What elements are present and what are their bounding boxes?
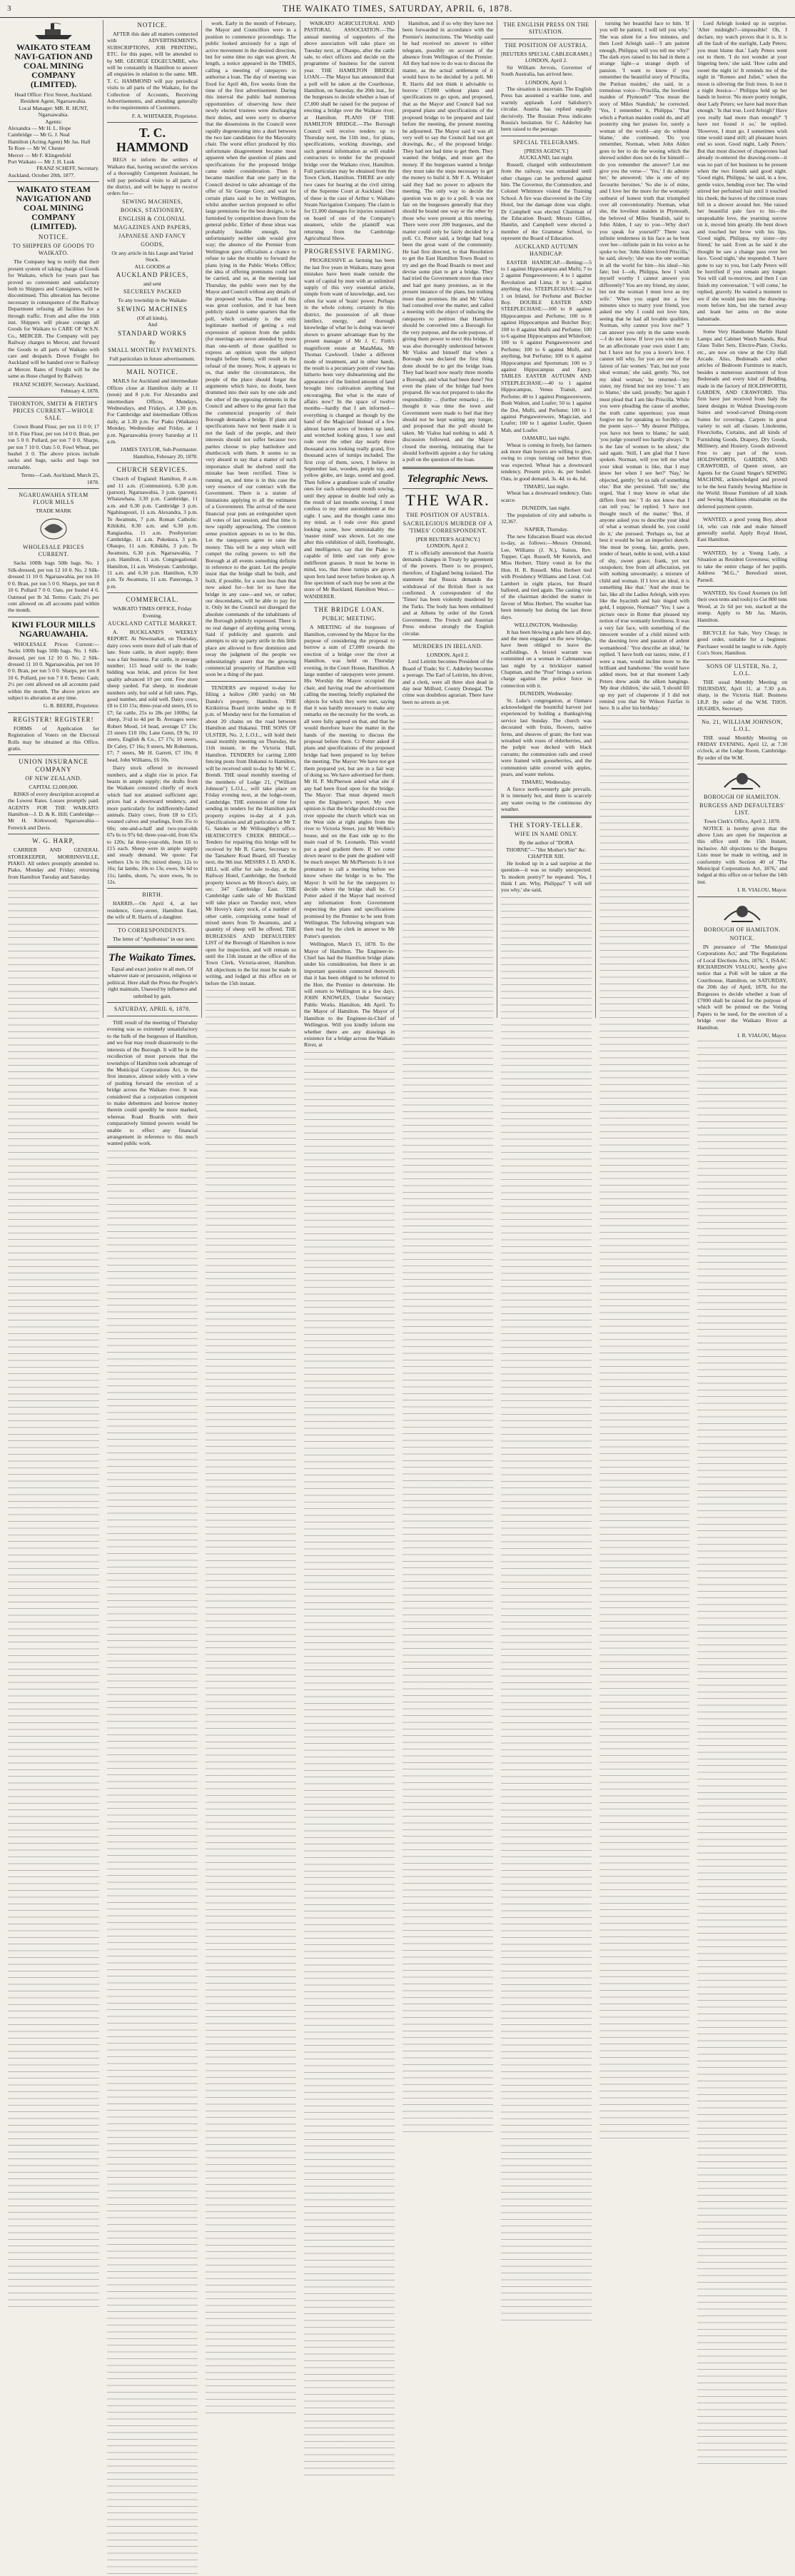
hammond-line: SECURELY PACKED: [123, 288, 181, 296]
hammond-line: STANDARD WORKS: [118, 329, 187, 337]
burgess-title: BURGESS AND DEFAULTERS' LIST.: [699, 802, 785, 817]
church-body: Church of England: Hamilton, 8 a.m. and 11 a.m. (Communion), 6.30 p.m. (parson). Ngaruawahia, 3 p.m. (parson). Whatawhata, 3.30 p.m. Cambridge, 11 a.m. and 6.30 p.m. Cambridge 3 p.m. Ngahinapouri, 11 a.m. Alexandra, 3 p.m. Te Awamutu, 7 p.m. Roman Catholic: Kihikihi, 8.30 a.m. and 6.30 p.m. Rangiaohia, 11 a.m. Presbyterian: Cambridge, 11 a.m. Pukekura, 3 p.m. Ohaupo, 11 a.m. Kihikihi, 3 p.m. Te Awamutu, 6.30 p.m. Ngaruawahia, 7 p.m. Hamilton, 11 a.m. Congregational: Hamilton, 11 a.m. Wesleyan: Cambridge, 11 a.m. and 6.30 p.m. Hamilton, 6.30 p.m. Te Awamutu, 11 a.m. Pateronga, 3 p.m.: [107, 475, 198, 590]
burgess-date: Town Clerk's Office, April 2, 1878.: [704, 818, 781, 825]
press-agency: [PER REUTER'S AGENCY.]: [415, 535, 480, 542]
reuter-tag: [REUTERS SPECIAL CABLEGRAMS.]: [501, 51, 592, 57]
prog-title: PROGRESSIVE FARMING.: [304, 248, 395, 256]
telegram-body: Wellington, March 15, 1878. To the Mayor of Hamilton. The Engineer-in-Chief has had the Hamilton bridge plans under his consideration, but there is an important question connected therewith that it has been obliged to be referred to the Hon. the Premier to determine. He will return to Wellington in a few days. JOHN KNOWLES, Under Secretary Public Works. Hamilton, 4th April. To the Mayor of Hamilton. The Mayor of Hamilton to the Engineer-in-Chief of Wellington. Will you kindly inform me whether there are any drawings in existence for a bridge across the Waikato River, at: [304, 941, 395, 1049]
hammond-line: BOOKS, STATIONERY,: [120, 206, 185, 213]
london-3: LONDON, April 3.: [525, 79, 568, 86]
notice2-title: NOTICE.: [729, 934, 755, 941]
lodge-body: THE usual Monthly Meeting on FRIDAY EVENING, April 12, at 7.30 o'clock, at the Lodge Room, Cambridge. By order of the W.M.: [697, 734, 787, 761]
london-3-body: The situation is uncertain. The English Press has assumed a warlike tone, and warmly applauds Lord Salisbury's circular. Austria has replied equally decisively. The Russian Press indicates Russia's hesitation. Sir C. Adderley has been raised to the peerage.: [501, 86, 592, 133]
co2-notice: NOTICE.: [38, 233, 69, 241]
co1-office: Head Office: First Street, Auckland.: [14, 91, 93, 98]
murder-body: Lord Leitrim becomes President of the Board of Trade; Sir C. Adderley becomes a peerage. The Earl of Leitrim, his driver, and a clerk, were all three shot dead in day near Milford, County Donegal. The crime was doubtless agrarian. There have been no arrests as yet.: [402, 658, 493, 705]
notice-title: NOTICE.: [137, 21, 168, 29]
columns: [4, 20, 791, 1147]
war-title: THE WAR.: [405, 490, 490, 509]
hammond-line: SEWING MACHINES,: [122, 198, 183, 205]
commercial-sub: WAIKATO TIMES OFFICE, Friday Evening.: [113, 605, 192, 619]
mail-title: MAIL NOTICE.: [126, 368, 178, 376]
bridge-sub: PUBLIC MEETING.: [322, 615, 377, 622]
notice2-body: IN pursuance of 'The Municipal Corporations Act,' and 'The Regulations of Local Elections Acts, 1876,' I, ISAAC RICHARDSON VIALOU, hereby give notice that a Poll will be taken at the Courthouse, Hamilton, on SATURDAY, the 20th day of April, 1878, for the Burgesses to decide whether a loan of £7000 shall be raised for the purpose of which will be printed on the Voting Papers to be used, for the erection of a bridge over the Waikato River at Hamilton.: [697, 943, 787, 1031]
co1-title: WAIKATO STEAM NAVI-GATION AND COAL MINING COMPANY (LIMITED).: [14, 42, 93, 89]
union-capital: CAPITAL £2,000,000.: [29, 784, 79, 791]
wellington-body: It has been blowing a gale here all day, and the men engaged on the new bridge, have been obliged to leave the scaffoldings. A bristol warrant was committed on a woman in Cabmanstead last night by a bricklayer named Chapman, and the "Post" brings a serious charge against the police force in connection with it.: [501, 628, 592, 689]
london-2: LONDON, April 2.: [525, 57, 568, 64]
timaru-dateline: TIMARU, last night.: [523, 483, 569, 490]
hammond-line: and sent: [143, 280, 162, 287]
press-title: THE ENGLISH PRESS ON THE SITUATION.: [503, 21, 589, 35]
co1-line: Cambridge — Mr G. J. Neal: [8, 131, 70, 138]
special-title: SPECIAL TELEGRAMS.: [512, 138, 579, 146]
register-title: REGISTER! REGISTER!: [13, 715, 94, 723]
hammond-line: By: [149, 338, 156, 345]
co1-line: Agents:: [45, 118, 62, 125]
bridge-body: A MEETING of the burgesses of Hamilton, convened by the Mayor for the purpose of considering the proposal to borrow a sum of £7,000 towards the erection of a bridge over the river at Hamilton, was held on Thursday evening, in the Court House, Hamilton. A large number of ratepayers were present. His Worship the Mayor occupied the chair, and having read the advertisement calling the meeting, briefly explained the objects for which they were met, saying that it was hardly necessary to make any remarks on the necessity for the work, as all were fully agreed on that, and that he would therefore leave the matter in the hands of the meeting to discuss the proposal before them. Cr Potter asked if plans and specifications of the proposed bridge had been prepared to lay before the meeting. The Mayor: We have not got them prepared yet, but are in a fair way of doing so. We have advertised for them. Mr H. P. McPherson asked what site if any had been fixed upon for the bridge. The Mayor: That must depend much upon the Engineer's report. My own opinion is that the bridge should cross the river opposite the church which was on the West side at right angles from the river to Victoria Street, just Mr Welbie's house, and on the East side up to the main road of St. Leonards. This would put a good gradient there. If we come down nearer to the punt the gradient will be much steeper. Mr McPherson: Is it not premature to call a meeting before we know where the bridge is to be. The Mayor: It will be for the ratepayers to decide where the bridge shall be. Cr Potter asked if the Mayor had received any information from Government respecting the plans and specifications promised by the Premier to be sent from Wellington. The following telegram was then read by the clerk in answer to Mr Potter's question.: [304, 624, 395, 939]
borough2-title: BOROUGH OF HAMILTON.: [704, 926, 781, 933]
date-line: SATURDAY, APRIL 6, 1878.: [113, 1006, 191, 1013]
union-body: RISKS of every description accepted at the Lowest Rates. Losses promptly paid. AGENTS FOR THE WAIKATO: Hamilton—J. D. & K. Hill; Cambridge—Mr H. Kirkwood; Ngaruawahia—Fenwick and Davis.: [8, 790, 99, 831]
column-8: [693, 20, 791, 1039]
column-6: [497, 20, 595, 1018]
oamaru-dateline: OAMARU, last night.: [522, 435, 571, 442]
bridge-continued: Hamilton, and if so why they have not been forwarded in accordance with the Premier's instructions. The Worship said he had received no answer to either telegram, possibly on account of the absence from Wellington of the Premier. All they had now to do was to discuss the matter, as the actual settlement of it would have to be decided by a poll. Mr R. Harris did not think it advisable to borrow £7,000 without plans and specifications to go upon, and proposed, that as the Mayor and Council had not prepared plans and specifications of the proposed bridge to be prepared and laid before the meeting, the present meeting be adjourned. The Mayor said it was all very well to say the Council had not got drawings, &c., of the proposed bridge. They had not had time to get them. They wanted the bridge, and must get the money. If the burgesses wanted a bridge they must take the steps necessary to get the money to build it. Mr F. A. Whitaker said they had no power to adjourn the meeting. The only way to decide the question was to go to a poll. It was not fair on the burgesses generally that they should be bound one way or the other by those who were present at this meeting. There were over 200 burgesses, and the matter could only be fairly decided by a poll. Cr. Potter said, a bridge had long been the great want of the community. He had first directed, to that Resolution to get the East Hamilton Town Board to try and get the Road Boards to meet and devise some plan to get a bridge. They had tried the Government more than once and had got many promises, as in the present instance of the plans, but nothing more than promises. He and Mr Vialou had consulted over the matter, and called a meeting with the object of inducing the ratepayers to petition that Hamilton should be converted into a Borough for the very purpose, and the sole purpose, of giving them power to erect this bridge. It was also thoroughly understood between Mr Vialou and himself that when a Borough was declared the first thing done should be to get the bridge loan. They had heard now nearly three months a Borough, and what had been done? Not even the plans of the bridge had been prepared. He was not prepared to take the responsibility ... (further remarks) ... He thought it was time the town and Government were made to feel that they should not be kept waiting any longer, and proposed that the poll should be taken. Mr Vialou had nothing to add. A discussion followed, and the Mayor closed the meeting, intimating that he should forthwith appoint a day for taking a poll on the question of the loan.: [402, 20, 493, 463]
co2-title: WAIKATO STEAM NAVIGATION AND COAL MINING COMPANY (LIMITED).: [16, 184, 91, 232]
hammond-line: SEWING MACHINES: [116, 305, 188, 313]
corr-body: The letter of "Apollonius" in our next.: [113, 935, 196, 942]
co2-shippers: TO SHIPPERS OF GOODS TO WAIKATO.: [12, 243, 95, 257]
corr-title: TO CORRESPONDENTS.: [118, 926, 187, 934]
autumn-title: AUCKLAND AUTUMN HANDICAP.: [514, 243, 579, 257]
kiwi-body: WHOLESALE Prices Current:— Sacks 100lb bags 50lb bags. No. 1 Silk-dressed, per ton 12 10 0. No. 2 Silk-dressed 11 10 0. Ngaruawahia, per ton 10 0 0. Bran, per ton 5 0 0. Sharps, per ton 8 10 6. Pollard, per ton 7 0 0. Terms: Cash; 2½ per cent allowed on all accounts paid within the month. The above prices are subject to alteration at any time.: [8, 640, 99, 701]
masthead-title: THE WAIKATO TIMES, SATURDAY, APRIL 6, 1878.: [282, 4, 513, 14]
dunedin-2-body: St. Luke's congregation, at Oamaru acknowledged the bountiful harvest just experienced by holding a thanksgiving service last Sunday. The church was decorated with fruits, flowers, native ferns, and sheaves of grain; the font was wreathed with roses of elderberries, and the pulpit was decked with black currants; the communion rails and creed were framed with gooseberries, and the communion table covered with apples, pears, and water melons.: [501, 697, 592, 778]
mail-sign: JAMES TAYLOR, Sub-Postmaster. Hamilton, February 20, 1878.: [120, 446, 198, 460]
editorial-body: THE result of the meeting of Thursday evening was so extremely unsatisfactory to the bulk of the burgesses of Hamilton, and we fear may result disastrously to the interests of the Borough. It will be in the recollection of most persons that the townships of Hamilton took advantage of the Municipal Corporations Act, in the first instance, almost solely with a view of pushing forward the erection of a bridge across the Waikato river. It was considered that a corporation competent to make debentures and borrow money therein could speedily be more marked, whereas Road Boards with their comparatively limited powers would be unable to effect any financial arrangement in reference to this much wanted public work.: [107, 1019, 198, 1147]
co1-line: Mercer — Mr F. Klingenfeld: [8, 151, 71, 158]
dairy-body: Dairy stock offered in increased numbers, and a slight rise in price. Fat beasts in ample supply; the drafts from the Waikato consisted chiefly of stock which had not attained sufficient age; prices had a downward tendency, and more particularly for indifferently-fatted animals. Dairy cows, from £8 to £15; weaned calves and yearlings, from 35s to 60s; one-and-a-half and two-year-olds 67s 6s to 97s 6d; three-year-old, from 65s to 120s; fat three-year-olds, from £6 to £15 each. Sheep were in ample supply and steady demand. We quote: Fat wethers 13s to 18s; mixed sheep, 12s to 16s; fat lambs, 10s to 13s; ewes, 9s 6d to 11s; lambs, shorn, 7s; store ewes, 9s to 12s.: [107, 764, 198, 885]
co1-line: Hamilton (Acting Agent) Mr Jas. Hall: [8, 138, 91, 145]
hammond-line: (Of all kinds),: [137, 314, 168, 321]
lodge-title: No. 21, WILLIAM JOHNSON, L.O.L.: [702, 718, 783, 732]
union-sub: OF NEW ZEALAND.: [25, 775, 82, 782]
harp-title: W. G. HARP,: [32, 837, 75, 845]
story-continued: turning her beautiful face to him. 'If you will be patient, I will tell you why.' She was silent for a few minutes, and then Lord Arleigh said—'I am patient enough, Philippa; will you tell me why?' The dark eyes raised to his had in them a strange light—a strange depth of passion. 'I want to know if you remember the beautiful story of Priscilla, the Puritan maiden,' she said, in a tremulous voice—'Priscilla, the loveliest maiden of Plymouth?' 'You mean the story of Miles Standish,' he corrected. 'Yes, I remember it, Philippa.' 'That which a Puritan maiden could do, and all posterity sing her praises for, surely a woman of the world—any do without blame,' she continued. 'Do you remember, Norman, when John Alden goes to her to do the wooing which the shrewd soldier does not do for himself—do you remember the answer? Let me give you the verse—' 'Yes,' I do admire her,' he answered; 'she is one of my favourite heroines.' 'So she is of mine, and I love her the more for the womanly outburst of honest truth that triumphed over all conventionality. Norman, what she, the loveliest maiden in Plymouth, the beloved of Miles Standish, said to John Alden, I say to you—Why don't you speak for yourself?' There was infinite tenderness in his face as he bent over her—infinite pain in his voice as he spoke to her. 'John Alden loved Priscilla,' he said, slowly; 'she was the one woman in all the world for him—his ideal—his fate; but I—oh, Philippa, how I wish myself worthy I cannot answer you differently? You are my friend, my sister, but not the woman I must love as my wife.' 'When you urged me a few minutes since to marry your friend, you asked me why I could not love him, seeing that he had all lovable qualities. Norman, why cannot you love me?' 'I can answer you only in the same words—I do not know. If love you wish me to be an affectionate your own sister I am; but I have not for you a lover's love. I cannot tell why, for you are one of the fairest of fair women.' 'Fair, but not your ideal woman,' she said, gently. 'No, not my ideal woman,' he returned—'my sister, my friend but not my love.' 'I am to blame,' she said, proudly; 'but again I must plead that I am like Priscilla. While you were pleading the cause of another, the truth came uppermost; you must forgive me for speaking so forcibly—as the poem says—' 'My dearest Philippa, you have not been to blame,' he said; 'you judge yourself too hardly always.' 'It is the fate of women to be silent,' she said again. 'Still, I am glad that I have spoken. Norman, will you tell me what your ideal woman is like, that I may know her when I see her?' 'Nay,' he objected, gently; 'let us talk of something else.' But she persisted. 'Tell me,' she urged, 'that I may know in what she differs from me.' 'I do not know that I can tell you,' he replied. 'I have not thought much of the matter.' 'But, if anyone asked you to describe your ideal of what a woman should be, you could do it,' she pursued. 'Perhaps so, but at best it would be but an imperfect sketch. She must be young, fair, gentle, pure, tender of heart, noble in soul, with a kind of shy, sweet grace; frank, yet not outspoken; free from all affectation, yet with nothing unwomanly; a mixture of child and woman. If I love an ideal, it is something like that.' 'And she must be fair, like all the Ladies Arleigh, with eyes like the hyacinth and hair tinged with gold, I suppose, Norman?' 'Yes; I saw a picture once in Rome that pleased my notion of true womanly loveliness. It was a very fair face, with something of the innocent wonder of a child mixed with the dawning love and passion of ardent womanhood.' 'You describe an ideal,' he replied. 'I have both our tastes; mine, if I were a man, would incline more to the brilliant and handsome.' She would have added more, but at that moment Lady Peters drew aside the silken hangings. 'My dear children,' she said, 'I should fill up my part of chaperone if I did not remind you that Sir Wilson Fairfax is here. It is after his birthday.': [599, 20, 689, 712]
thornton-title: THORNTON, SMITH & FIRTH'S PRICES CURRENT—WHOLE SALE.: [9, 400, 98, 422]
bicycle-ad: BICYCLE for Sale, Very Cheap; in good order, suitable for a beginner. Purchaser would be taught to ride. Apply Cox's Store, Hamilton.: [697, 629, 787, 657]
column-5: [398, 20, 497, 1018]
hammond-line: AUCKLAND PRICES,: [116, 271, 189, 278]
thornton-sign: Terms—Cash. Auckland, March 25, 1878.: [21, 472, 99, 485]
austria-title: THE POSITION OF AUSTRIA.: [505, 42, 588, 49]
thornton-body: Crown Brand Flour, per ton 11 0 0; 17 10 0. Fine Flour, per ton 14 0 0. Bran, per ton 5 0 0. Pollard, per ton 7 0 0. Sharps, per ton 7 10 0. Oats 5 0. Fowl Wheat, per bushel 3 0. The above prices include sacks and bags, sacks and bags not returnable.: [8, 423, 99, 470]
hammond-line: Full particulars in future advertisement.: [109, 355, 196, 362]
co1-line: Port Waikato — Mr J. H. Lusk: [8, 158, 75, 166]
hammond-line: Or any article in his Large and Varied Stock.: [111, 249, 193, 263]
story-body: He looked up in a sad surprise at the question—it was so totally unexpected. 'Is modern poetry?' he repeated. 'Yes, I think I am. Why, Philippa?' 'I will tell you why,' she said,: [501, 859, 592, 894]
trade-mark-emblem-icon: [29, 516, 79, 542]
timaru-body: Wheat has a downward tendency. Oats scarce.: [501, 490, 592, 503]
church-title: CHURCH SERVICES.: [116, 466, 188, 474]
war-sub: THE POSITION OF AUSTRIA.: [406, 511, 490, 518]
co1-line: Auckland, October 20th, 1877.: [8, 171, 76, 178]
birth-title: BIRTH.: [142, 892, 163, 899]
napier-body: The new Education Board was elected to-day, as follows:—Messrs Ormond, Lee, Williams (J. N.), Sutton, Rev. Tupper, Capt. Russell, Mr Kenrick, and Miss Herbert. Thirty voted in for the Hon. H. R. Russell. Miss Herbert tied with Presidency Williams and Lieut. Col. Lambert in eight places, but Board balloted, and tied again. The casting vote of the chairman decided the matter in favour of Miss Herbert. The weather has been intensely hot during the last three days.: [501, 532, 592, 620]
timaru-2-body: A fierce north-westerly gale prevails. It is intensely hot, and there is scarcely any water owing to the continuous dry weather.: [501, 785, 592, 813]
trade-mark-label: TRADE MARK: [36, 507, 71, 515]
hammond-line: To any township in the Waikato: [118, 297, 187, 304]
oamaru-body: Wheat is coming in freely, but farmers ask more than buyers are willing to give, owing to crops turning out better than was expected. Wheat has a downward tendency. Present price, 4s. per bushel. Oats, in good demand, 3s. 4d. to 4s. 6d.: [501, 441, 592, 482]
notice-body: AFTER this date all matters connected with ADVERTISEMENTS, SUBSCRIPTIONS, JOB PRINTING, ETC. for this paper, will be attended to by MR. GEORGE EDGECUMBE, who will be constantly in Hamilton to answer all enquiries in relation to the same. MR. T. C. HAMMOND will pay periodical visits to all parts of the Waikato, for the Collection of Accounts, Receiving Advertisements, and attending generally to the requirements of Customers.: [107, 31, 198, 111]
editorial-continued: work. Early in the month of February, the Mayor and Councillors were in a position to commence proceedings. The public looked anxiously for a sign of active movement in the desired direction, but for some time no sign was given. At length, a notice appeared in the TIMES, calling a meeting of ratepayers to authorise a loan. The day of meeting was fixed for April 4th, five weeks from the time of the first advertisement. During this interval the public had numerous opportunities of observing how their newly elected trustees were discharging their duties, and were sorry to observe that the dissensions in the Council were rapidly degenerating into a duel between the two late candidates for the Mayoralty chair. The worst effect produced by this unfortunate disagreement became most apparent when the question of plans and specifications for the proposed bridge came under consideration. Then it became manifest that one party in the Council desired to take advantage of the offer of Sir George Grey, and wait for certain plans said to be in Wellington, whilst another section proposed to offer large premiums for the best designs, to be furnished by competition drawn from the general public. Either of these ideas was probably feasible enough, but unfortunately neither side would give way; the absence of the Premier from Wellington gave officialism a chance to refuse to take the trouble to forward the plans lying in the Public Works Office; the idea of offering premiums could not be carried, and so, at the meeting last Thursday, the public were met by the Mayor and Council without any details of the proposed works. The result of this was great confusion, and it has been publicly stated in some quarters that the poll, which certainly is the only legitimate method of getting a real expression of opinion from the public (for meetings are never attended by more than one-tenth of those qualified to express an opinion upon the subject brought before them), will result in the refusal of the money. Now, it appears to us, that under the circumstances, the people of the place should forget the arguments which have, no doubt, been drummed into their ears by one side and the other of the opposing elements in the Council and adhere to the great fact that the commercial prosperity of their Borough demands a bridge. If plans and specifications have not been made it is not the fault of the people, and their interests should not suffer because two parties choose to play battledore and shuttlecock with them. It seems to us very absurd to say that a matter of such importance shall be shelved until the mistake has been rectified. Time is running on, and time is in this case the very essence of our contract with the Government. There is a statute of limitations applying to all the estimates of a Government. The arrival of the next financial year puts an extinguisher upon all votes of last session, and that time is now rapidly approaching. The common sense position appears to us to be this. Let the ratepayers agree to raise the money. This will be a step which will compel the ruling powers to tell the Borough at all events something definite in reference to the grant. Let the people insist that the bridge shall be built, and built, if possible, for a sum less than that now asked for—but let us have the bridge in any case—and we, or rather, our descendants, will be able to pay for it. Only let the Council not disregard the absolute commands of the inhabitants of the Borough publicly expressed. There is no real danger of anything going wrong. Said if publicity and quarrels and attempts to stir up party strife in this little place are allowed to flow dominion and sway the judgment of the people we unhesitatingly assert that the growing commercial prosperity of Hamilton will soon be a thing of the past.: [206, 20, 296, 678]
newspaper-page: [0, 0, 795, 1147]
murder-title: MURDERS IN IRELAND.: [412, 642, 483, 650]
column-1: [4, 20, 103, 1018]
paper-motto: Equal and exact justice to all men, Of whatever state or persuasion, religious or political. Here shall the Press the People's right maintain, Unawed by influence and unbribed by gain.: [107, 966, 198, 999]
chapter-label: CHAPTER XIII.: [527, 853, 565, 860]
notice-sign: F. A. WHITAKER, Proprietor.: [131, 112, 198, 119]
steamship-icon: [32, 22, 75, 41]
story-sub: WIFE IN NAME ONLY.: [515, 831, 578, 838]
commercial-title: COMMERCIAL.: [126, 596, 179, 604]
wellington-dateline: WELLINGTON, Wednesday.: [514, 622, 579, 629]
london-2-body: Sir William Jervois, Governor of South Australia, has arrived here.: [501, 64, 592, 78]
murder-date: LONDON, April 2.: [426, 651, 470, 658]
furniture-ad: Some Very Handsome Marble Hand Lamps and Cabinet Watch Stands, Real Glass Toilet Sets, Electro-Plate, Clocks, etc., are now on view at the City Hall Arcade. Also, Bedsteads and other articles of Bedroom Furniture to match, besides a numerous assortment of Iron Bedsteads and every kind of Bedding, made in the factory of HOLDSWORTH, GARDEN, AND CRAWFORD. This firm have just received from Italy the latest designs in Walnut Drawing-room Suites and wood-carved Dining-room Suites for coverings. Carpets in great variety to suit all classes. Linoleums, Floorcloths, Curtains, and all kinds of Furnishing Goods, Drapery, Dry Goods, Millinery, and Hosiery. Goods delivered Free to any part of the town. HOLDSWORTH, GARDEN, AND CRAWFORD, of Queen street, are Agents for the Grand Singer's SEWING MACHINE, acknowledged and proved to be the best Family Sewing Machine in the World. House Furniture of all kinds and Sewing Machines obtainable on the deferred payment system.: [697, 328, 787, 510]
local-items: TENDERS are required to-day for filling a hollow (300 yards) on Mr Dando's property, Hamilton. THE Kirikiriroa Board invite tender up to 8 p.m. of Monday next for the formation of about 20 chains on the road between Hamilton and Hukanui. THE SONS OF ULSTER, No. 2, L.O.L., will hold their usual monthly meeting on Thursday, the 11th instant, in the Victoria Hall, Hamilton. TENDERS for carting 2,000 fencing posts from Hukanui to Hamilton, will be received until to-day by Mr W. C. Brendt. THE usual monthly meeting of the members of Lodge 21, ("William Johnson") L.O.L., will take place on Friday evening next, at the lodge-room, Cambridge. THE extension of time for sending in tenders for the Hamilton park property expires to-day at 4 p.m. Specifications and all particulars at Mr T. G. Sandes or Mr Willoughby's office. HEATHCOTE'S CREEK BRIDGE.—Tenders for repairing this bridge will be received by Mr R. Carter, Secretary to the Tamahere Road Board, till Tuesday next, the 9th inst. MESSRS J. D. AND K. HILL will offer for sale to-day, at the Railway Hotel, Cambridge, the freehold property known as Mr Hovey's dairy, on sec. 347 Cambridge East. THE Cambridge cattle sale of Mr Buckland will take place on Tuesday next, when Mr Hovey's dairy stock, of a number of other cattle, comprising some head of mixed steers from Te Awamutu, and a quantity of sheep will be offered. THE BURGESSES AND DEFAULTERS' LIST of the Borough of Hamilton is now open for inspection, and will remain so until the 15th instant at the office of the Town Clerk, Victoria-street, Hamilton. All objections to the list must be made in writing, and lodged at this office on or before the 15th instant.: [206, 684, 296, 986]
story-title: THE STORY-TELLER.: [509, 822, 584, 829]
dunedin-dateline: DUNEDIN, last night.: [522, 505, 571, 512]
borough-crest-icon: [717, 900, 767, 924]
prog-body: PROGRESSIVE as farming has been the last five years in Waikato, many great mistakes have been made outside the want of capital by men with an unlimited supply of this very essential article, simple from want of knowledge, and, too often for want of 'brain' power. Perhaps in the whole colony, certainly in this district, the possession of all those intellect, energy, and thorough knowledge of what he is doing was never shown to greater advantage than by the present manager of Mr J. C. Firth's magnificent estate at MataMata, Mr Thomas Cawkwell. Under a different mode of treatment, and in other hands, the result is a pecuniary point of view has hitherto been very disheartening and the appearance of the limited amount of land brought into cultivation anything but encouraging. But what is the state of affairs now? In the space of twelve months—hardly that I am informed—everything is changed as though by the hand of the Magician! Instead of a few almost barren acres of broken up land, and wretched looking grass, I saw and rode over the other day nearly three thousand acres looking really grand, five thousand acres of turnips included. The first crop of them, sown, I believe in September last, wooden, purple top, and yellow globe, are large, sound and good. Then follow a grandiose scale of smaller ones for each subsequent month sowing, until they appear in double leaf only as the result of last months sowing. I must confess to my utter astonishment at the sight. I saw, and the thought came into my mind, as I rode over this grand looking scene, how unmistakably the 'master mind' was shown. Let no one after this exhibition of skill, forethought, and intelligence, say that the Piako is capable of little and can only grow indifferent grasses. It must be borne in mind, too, that these turnips are grown upon fern land never before broken up. A fine specimen of such may be seen at the store of Mr Buckland, Hamilton West.—WANDERER.: [304, 257, 395, 600]
war-sub2: SACRILEGIOUS MURDER OF A 'TIMES' CORRESPONDENT.: [402, 520, 493, 534]
wholesale-title: WHOLESALE PRICES CURRENT.: [23, 544, 84, 558]
london-dateline: LONDON, April 2.: [426, 542, 470, 550]
auckland-body: Russell, charged with embezzlement from the railway, was remanded until other charges can be preferred against him. The Governor, the Commodore, and Colonel Whitmore visited the Training School. A fire was discovered in the City Hotel, but the damage done was slight. Dr Campbell was elected Chairman of the Education Board; Messrs Gillies, Hamlin, and Campbell were elected a member of the Grammar School, to represent the Board of Education.: [501, 161, 592, 242]
borough-title: BOROUGH OF HAMILTON.: [704, 794, 781, 801]
hammond-line: ENGLISH & COLONIAL: [118, 215, 186, 222]
co2-body: The Company beg to notify that their present system of taking charge of Goods for Waikato, which for years past has proved so convenient and satisfactory both to Shippers and Consignees, will be discontinued. This alteration has become necessary in consequence of the Railway Department refusing all facilities for a through traffic. From and after the 16th inst. Shippers will please consign all Goods for Waikato to CARE OF W.S.N. Co., MERCER. The Company will pay Railway charges to Mercer, and forward the Goods to all parts of Waikato with care and despatch. Down Freight for Auckland will be handed over to Railway at Mercer. Rates of Freight will be the same as those charged by Railway.: [8, 258, 99, 380]
local-news: WAIKATO AGRICULTURAL AND PASTORAL ASSOCIATION.—The annual meeting of supporters of the above association will take place on Tuesday next, at Ohaupo, after the cattle sale, to elect officers and decide on the programme of business for the current year. THE HAMILTON BRIDGE LOAN.—The Mayor has announced that a poll will be taken at the Courthouse, Hamilton, on Saturday, the 20th inst., for the burgesses to decide whether a loan of £7,000 shall be raised for the purpose of erecting a bridge over the Waikato river, at Hamilton. PLANS OF THE HAMILTON BRIDGE.—The Borough Council will receive tenders up to Thursday next, the 11th inst., for plans, specifications, working drawings, and such general information as will enable contractors to tender for the proposed bridge over the Waikato river, Hamilton. Full particulars may be obtained from the Town Clerk, Hamilton. THERE are only two cases for hearing at the civil sitting of the Supreme Court at Auckland. One of these is the case of Arthur v. Waikato Steam Navigation Company. The claim is for £1,000 damages for injuries sustained on board of one of the Company's steamers, while the plaintiff was returning from the Cambridge Agricultural Show.: [304, 20, 395, 241]
napier-dateline: NAPIER, Thursday.: [524, 526, 569, 533]
cattle-body: A. BUCKLAND'S WEEKLY REPORT. At Newmarket, on Thursday, dairy cows were more dull of sale than of late. Store cattle, in short supply; there was a fair business. Fat cattle, in average number; 115 head sold to the trade; bidding was brisk, and prices for best quality advanced 10 per cent. Few store sheep yarded. Fat sheep, in moderate numbers only, but sold at full rates. Pigs, good number, and sold well. Dairy cows, £8 to £10 15s; three-year-old steers, £6 to £7; fat cattle, 25s to 28s per 100lbs; fat sheep, 3½d to 4d per lb. Averages were: Robert Mood, 14 head, average £7 13s; 23 steers £10 10s; Lane Genn, £9 9s; 10 steers, English & Co., £7 17s; 10 steers, Dr Caley, £7 16s; 9 steers, Mr Robertson, £7; 7 steers, Mr H. Garrett, £7 10s; 8 head, John Williams, £6 10s.: [107, 628, 198, 763]
register-body: FORMS of Application for Registration of Voters on the Electoral Rolls may be obtained at this Office, gratis.: [8, 724, 99, 752]
notice2-sign: I. R. VIALOU, Mayor.: [737, 1031, 787, 1039]
autumn-body: EASTER HANDICAP.—Betting:—5 to 1 against Hippocampus and Mufti; 7 to 2 against Pungawerewere; 4 to 1 against Revolution and Lima; 8 to 1 against anything else. STEEPLECHASE:—2 to 1 on Inland, for Perfume and Butcher Boy. DOUBLE EASTER AND STEEPLECHASE:—100 to 8 against Hippocampus and Perfume; 100 to 8 against Hippocampus and Butcher Boy; 100 to 8 against Mufti and Perfume; 100 to 6 against Hippocampus and Whitefoot; 100 to 6 against Pungawerewere and Perfume; 100 to 6 against Mufti, and anything, but Perfume; 100 to 6 against Hippocampus and Sportsman; 100 to 3 against Hippocampus and Fancy. TABLES EASTER AUTUMN AND STEEPLECHASE:—40 to 1 against Hippocampus, Venus Transit, and Perfume; 40 to 1 against Pungawerewere, Bush Walton, and Loafer; 50 to 1 against the Dot, Mufti, and Perfume; 100 to 1 against Pungawerewere, Magician, and Loafer; 100 to 1 against Loafer, Queen Mab, and Loafer.: [501, 258, 592, 433]
hammond-line: SMALL MONTHLY PAYMENTS.: [108, 346, 197, 353]
war-body: IT is officially announced that Austria demands changes in Treaty by agreement of the powers. There is no prospect, therefore, of England being isolated. The statement that Russia demands the withdrawal of the British fleet is not confirmed. A correspondent of the 'Times' has been violently murdered by the Turks. The body has been embalmed and at Athens by order of the Greek Government. The French and Austrian Press endorse strongly the English circular.: [402, 549, 493, 637]
kiwi-title: KIWI FLOUR MILLS NGARUAWAHIA.: [11, 619, 96, 639]
wanted-ad-2: WANTED, by a Young Lady, a Situation as Resident Governess; willing to take the entire charge of her pupils. Address "M.G.," Beresford street, Parnell.: [697, 549, 787, 583]
mail-body: MAILS for Auckland and intermediate Offices close at Hamilton daily at 11 (noon) and 8 p.m. For Alexandra and intermediate Offices, Mondays, Wednesdays, and Fridays, at 1.30 p.m. For Cambridge and intermediate Offices daily, at 1.30 p.m. For Piako (Waikato) Monday, Wednesday and Friday, at 1 p.m. Ngaruawahia (every Saturday at 11 a.m.: [107, 378, 198, 445]
wholesale-body: Sacks 100lb bags 50lb bags. No. 1 Silk-dressed, per ton 12 10 0. No. 2 Silk-dressed 11 10 0. Ngaruawahia, per ton 10 0 0. Bran, per ton 5 0 0. Sharps, per ton 8 10 6. Pollard 7 0 0. Oats, per bushel 4 6. Oatmeal per lb 3d. Terms: Cash; 2½ per cent allowed on all accounts paid within the month.: [8, 560, 99, 614]
column-2: [103, 20, 201, 1147]
burgess-sign: I. R. VIALOU, Mayor.: [737, 887, 787, 894]
timaru-2-dateline: TIMARU, Wednesday.: [521, 779, 572, 786]
dunedin-body: The population of city and suburbs is 32,367.: [501, 511, 592, 525]
masthead: [0, 0, 795, 18]
kiwi-sign: G. B. BEERE, Proprietor.: [43, 702, 99, 709]
co1-line: Te Rore — Mr W. Chester: [8, 145, 66, 152]
co1-line: Resident Agent, Ngaruawahia.: [20, 98, 87, 105]
hammond-line: GOODS,: [141, 241, 164, 248]
auckland-dateline: AUCKLAND, last night.: [519, 154, 574, 161]
hammond-line: JAPANESE AND FANCY: [118, 232, 186, 239]
cattle-title: AUCKLAND CATTLE MARKET.: [107, 620, 198, 627]
burgess-body: NOTICE is hereby given that the above Lists are open for inspection at this office until the 15th Instant, inclusive. All objections to the Burgess Lists must be made in writing, and in conformity with Section 40 of 'The Municipal Corporations Act, 1876,' and lodged at this office on or before the 14th inst.: [697, 824, 787, 885]
story-end: Lord Arleigh looked up in surprise. 'After midnight?—impossible! Oh, I declare, my watch proves that it is. It is all the fault of the starlight, Lady Peters; you must blame that.' Lady Peters went out to them. 'I do not wonder at your lingering here,' she said. 'How calm and sweet the night is! It reminds me of the night in "Romeo and Juliet," when the moon is silvering the fruit trees. Is not it a night Jessica—' Philippa held up her hands in horror. 'No more poetry tonight, dear Lady Peters; we have had more than enough.' 'Is that true, Lord Arleigh? Have you really had more than enough?' 'I have not found it so,' he replied. 'However, I must go. I sometimes wish time would stand still; all pleasant hours end so soon. Good night, Lady Peters.' But that most discreet of chaperones had already re-entered the drawing-room—it was no part of her business to be present when the two friends said good night. 'Good night, Philippa,' he said, in a low, gentle voice, bending over her. The wind stirred her perfumed hair until it touched his cheek; the leaves of the crimson roses fell in a shower around her. She raised her beautiful pale face to his—the unspeakable love, the yearning sorrow on it, moved him greatly. He bent down and touched her brow with his lips. 'Good night, Philippa, my sister—my friend,' he said. Even as he said it she thought he saw a change pass over her face. 'Good night,' she responded. 'I have gone to say to you, but Lady Peters will be horrified if you remain any longer. You will call to-morrow, and then I can finish my conversation.' 'I will come,' he replied, gravely. He waited a moment to see if she would pass into the drawing-room before him, but she turned away and leant her arms on the stone balustrade.: [697, 20, 787, 322]
co1-line: Local Manager: MR. R. HUNT, Ngaruawahia.: [19, 104, 88, 118]
co1-line: FRANZ SCHEFF, Secretary.: [36, 165, 99, 172]
press-agency-2: [PRESS AGENCY.]: [524, 147, 569, 154]
column-3: [201, 20, 300, 1018]
ulster-body: THE usual Monthly Meeting on THURSDAY, April 11, at 7.30 p.m. sharp, in the Victoria Hall. Business I.R.P. By order of the W.M. THOS. HUGHES, Secretary.: [697, 678, 787, 712]
hammond-line: ALL GOODS at: [134, 263, 171, 270]
hammond-line: MAGAZINES AND PAPERS,: [113, 223, 192, 231]
telegraphic-news-title: Telegraphic News.: [407, 473, 489, 485]
wanted-ad-1: WANTED, a good young Boy, about 14, who can ride and make himself generally useful. Apply Royal Hotel, East Hamilton.: [697, 516, 787, 543]
hammond-body: BEGS to inform the settlers of Waikato that, having secured the services of a thoroughly Competent Assistant, he will pay periodical visits to all parts of the district, and will be happy to receive orders for—: [107, 156, 198, 197]
borough-crest-icon: [717, 767, 767, 792]
column-4: [300, 20, 398, 1049]
paper-title: The Waikato Times.: [108, 952, 196, 964]
wanted-ad-3: WANTED, Six Good Axemen (to fell their own tents and tools) to Cut 800 tons Wood, at 2s 6d per ton, stacked at the stump. Apply to Mr Jas. Martin, Hamilton.: [697, 589, 787, 623]
story-author: By the author of "DORA THORNE"—"Her Mother's Sin" &c.: [506, 839, 587, 853]
hammond-line: And: [147, 321, 158, 328]
dunedin-2-dateline: DUNEDIN, Wednesday.: [520, 690, 573, 697]
column-7: [595, 20, 693, 1018]
bridge-title: THE BRIDGE LOAN.: [314, 606, 385, 614]
ngaru-title: NGARUAWAHIA STEAM FLOUR MILLS: [19, 492, 88, 506]
co1-line: Alexandra — Mr H. L. Hope: [8, 125, 71, 132]
ulster-title: SONS OF ULSTER, No. 2, L.O.L.: [707, 662, 778, 677]
page-number: 3: [7, 4, 12, 13]
co2-sign: FRANZ SCHEFF, Secretary. Auckland, February 4, 1878.: [13, 380, 99, 394]
birth-body: HARRIS.—On April 4, at her residence, Grey-street, Hamilton East, the wife of R. Harris of a daughter.: [107, 900, 198, 921]
union-title: UNION INSURANCE COMPANY: [19, 758, 88, 774]
hammond-title: T. C. HAMMOND: [116, 126, 188, 155]
harp-body: CARRIER AND GENERAL STOREKEEPER, MORRINSVILLE, PIAKO. All orders promptly attended to. Piako, Monday and Friday; returning from Hamilton Tuesday and Saturday.: [8, 847, 99, 880]
